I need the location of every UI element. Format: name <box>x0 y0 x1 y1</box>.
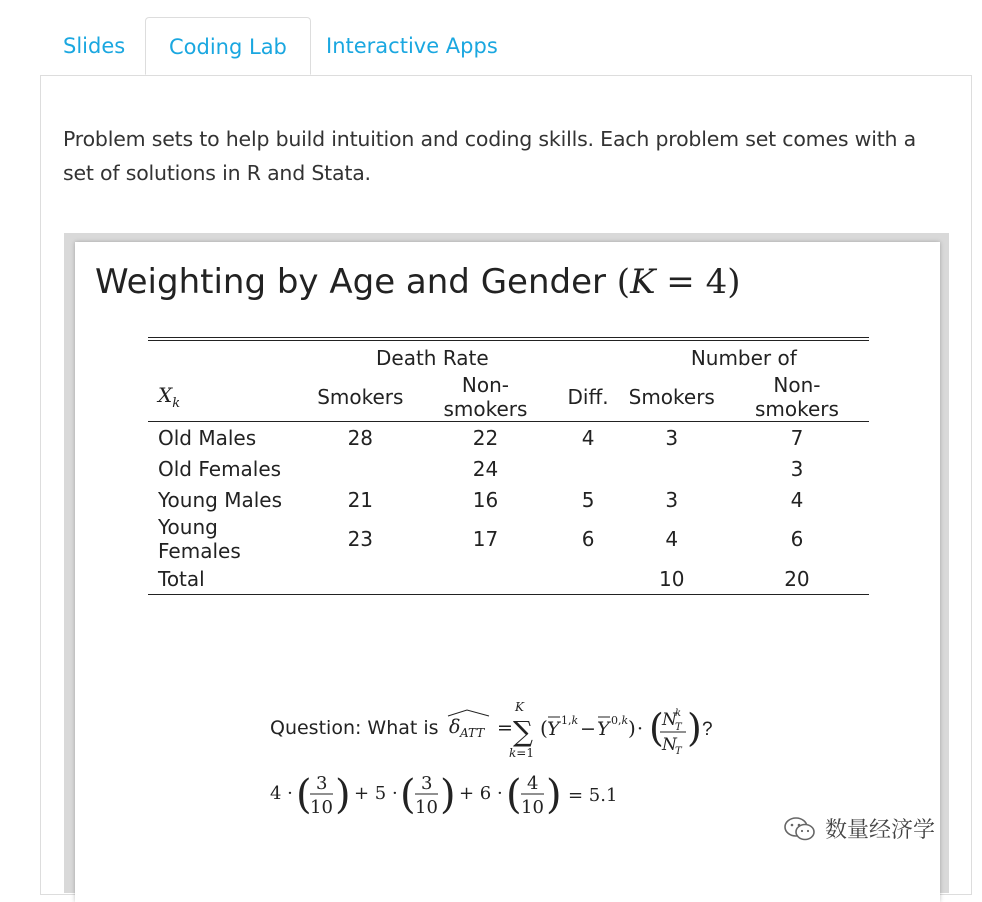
slide <box>75 242 940 902</box>
answer-value: = 5.1 <box>568 784 618 806</box>
svg-text:3: 3 <box>421 773 433 794</box>
intro-text: Problem sets to help build intuition and coding skills. Each problem set comes with a set of solutions in R and Stata. <box>63 127 917 185</box>
slide-title-text: Weighting by Age and Gender <box>95 262 617 302</box>
svg-text:k: k <box>674 708 681 719</box>
col-header: Smokers <box>619 373 725 422</box>
svg-text:(: ( <box>539 716 548 740</box>
svg-text:N: N <box>661 710 677 730</box>
svg-text:10: 10 <box>310 797 333 818</box>
answer-formula <box>270 767 617 823</box>
svg-text:): ) <box>546 772 562 818</box>
svg-text:1,k: 1,k <box>560 714 578 727</box>
svg-text:0,k: 0,k <box>610 714 628 727</box>
table-cell: 5 <box>581 487 595 512</box>
svg-text:k=1: k=1 <box>508 746 534 759</box>
row-label: Young Females <box>158 515 241 563</box>
table-cell <box>307 453 413 484</box>
watermark-text: 数量经济学 <box>825 818 936 843</box>
table-cell: 3 <box>790 456 804 481</box>
slide-title <box>95 262 740 302</box>
svg-text:(: ( <box>400 772 416 818</box>
table-cell: 3 <box>665 487 679 512</box>
table-cell: 17 <box>472 527 499 551</box>
svg-text:+ 6 ·: + 6 · <box>459 783 503 804</box>
col-header: Non-smokers <box>413 373 557 422</box>
table-cell: 6 <box>790 527 804 551</box>
table-cell <box>558 563 619 595</box>
row-label: Total <box>148 563 307 595</box>
svg-text:N: N <box>661 735 677 755</box>
col-header: Diff. <box>558 373 619 422</box>
svg-text:4: 4 <box>527 773 539 794</box>
svg-text:(: ( <box>506 772 522 818</box>
table-row <box>148 484 869 515</box>
table-cell: 4 <box>581 425 595 450</box>
svg-text:(: ( <box>296 772 312 818</box>
tab-slides[interactable]: Slides <box>63 34 126 58</box>
col-header: Non-smokers <box>725 373 869 422</box>
svg-text:(: ( <box>648 706 664 750</box>
tab-interactive-apps[interactable]: Interactive Apps <box>326 34 498 58</box>
table-cell: 24 <box>472 456 499 481</box>
table-cell: 6 <box>581 527 595 551</box>
table-cell <box>558 453 619 484</box>
svg-text:): ) <box>627 716 636 740</box>
svg-text:4 ·: 4 · <box>270 783 293 804</box>
death-rate-header: Death Rate <box>376 345 489 370</box>
row-header-xk: $X_k$ <box>148 373 307 422</box>
svg-text:3: 3 <box>316 773 328 794</box>
svg-text:+ 5 ·: + 5 · <box>354 783 398 804</box>
table-cell <box>307 563 413 595</box>
svg-text:): ) <box>335 772 351 818</box>
tab-coding-lab[interactable]: Coding Lab <box>145 17 311 75</box>
svg-text:Y: Y <box>546 718 560 740</box>
table-row <box>148 453 869 484</box>
col-header: Smokers <box>307 373 413 422</box>
svg-text:?: ? <box>701 719 713 740</box>
row-label: Old Females <box>158 456 282 481</box>
att-formula <box>445 697 745 759</box>
question-text <box>270 697 745 759</box>
death-rate-table <box>148 342 869 595</box>
row-label: Young Males <box>158 487 282 512</box>
table-cell <box>619 453 725 484</box>
table-group-header-row <box>148 342 869 373</box>
table-column-header-row <box>148 373 869 422</box>
table-row <box>148 563 869 595</box>
svg-text:10: 10 <box>521 797 544 818</box>
svg-text:δ: δ <box>448 716 461 738</box>
table-cell: 4 <box>790 487 804 512</box>
wechat-icon <box>783 816 817 842</box>
table-cell: 28 <box>347 425 374 450</box>
svg-text:K: K <box>514 700 524 714</box>
table-cell: 10 <box>619 563 725 595</box>
svg-text:): ) <box>686 706 702 750</box>
question-label: Question: What is <box>270 717 439 739</box>
svg-text:T: T <box>674 722 682 733</box>
svg-text:·: · <box>636 718 643 740</box>
svg-text:=: = <box>496 717 513 739</box>
table-cell: 22 <box>472 425 499 450</box>
svg-text:): ) <box>440 772 456 818</box>
table-cell <box>413 563 557 595</box>
table-cell: 3 <box>665 425 679 450</box>
table-row <box>148 422 869 454</box>
table-cell: 4 <box>665 527 679 551</box>
svg-text:10: 10 <box>415 797 438 818</box>
number-of-header: Number of <box>690 345 797 370</box>
watermark <box>783 813 935 844</box>
table-top-rule <box>148 337 869 341</box>
table-cell: 16 <box>472 487 499 512</box>
table-cell: 7 <box>790 425 804 450</box>
table-cell: 23 <box>347 527 374 551</box>
svg-text:∑: ∑ <box>512 715 533 748</box>
table-cell: 20 <box>725 563 869 595</box>
svg-text:T: T <box>674 746 682 757</box>
svg-text:−: − <box>579 718 596 740</box>
table-cell: 21 <box>347 487 374 512</box>
row-label: Old Males <box>158 425 257 450</box>
svg-text:Y: Y <box>596 718 610 740</box>
svg-text:ATT: ATT <box>459 726 484 740</box>
tab-bar <box>40 17 972 75</box>
slide-title-math: (K = 4) <box>616 262 741 302</box>
table-row <box>148 515 869 563</box>
